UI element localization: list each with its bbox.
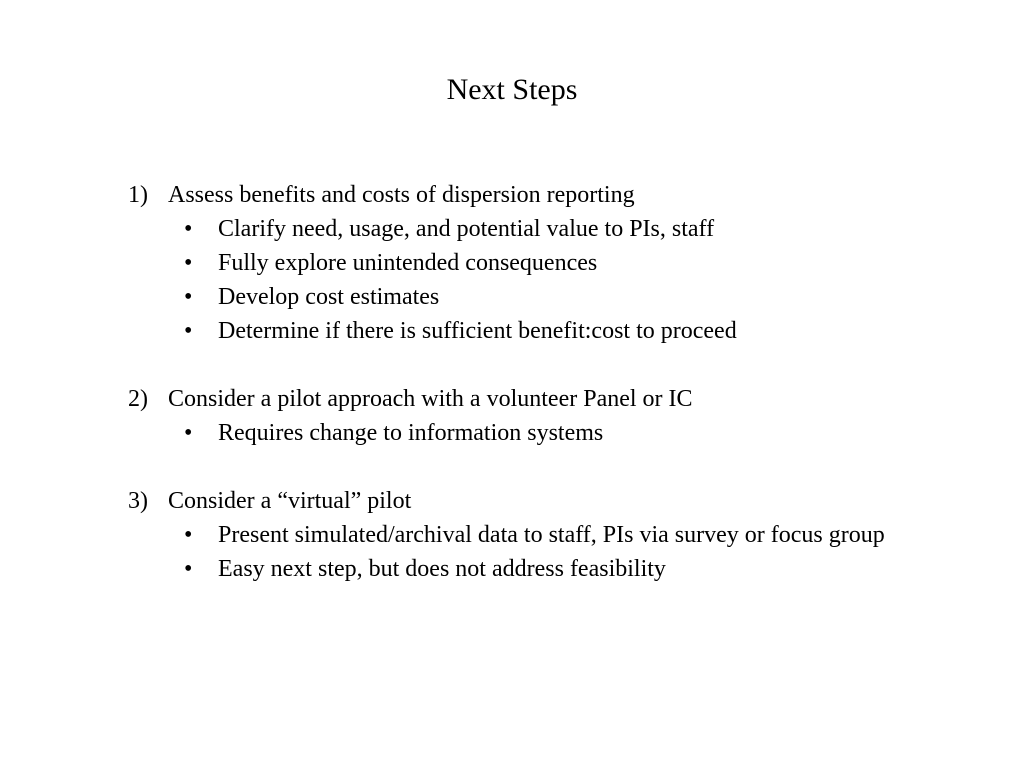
bullet-dot-icon: • — [184, 556, 193, 582]
bullet-text: Fully explore unintended consequences — [218, 250, 598, 276]
bullet-dot-icon: • — [184, 318, 193, 344]
bullet-list — [128, 212, 908, 348]
bullet-item — [184, 314, 908, 348]
numbered-item-1 — [128, 178, 908, 348]
bullet-text: Determine if there is sufficient benefit:cost to proceed — [218, 318, 737, 344]
bullet-text: Easy next step, but does not address feasibility — [218, 556, 666, 582]
item-text: Assess benefits and costs of dispersion reporting — [168, 182, 635, 208]
bullet-item — [184, 280, 908, 314]
bullet-item — [184, 416, 908, 450]
item-number: 3) — [128, 488, 148, 514]
bullet-text: Present simulated/archival data to staff, PIs via survey or focus group — [218, 522, 885, 548]
bullet-item — [184, 552, 908, 586]
item-number: 2) — [128, 386, 148, 412]
slide-title: Next Steps — [446, 73, 578, 106]
item-number: 1) — [128, 182, 148, 208]
bullet-text: Clarify need, usage, and potential value to PIs, staff — [218, 216, 715, 242]
bullet-item — [184, 212, 908, 246]
bullet-dot-icon: • — [184, 216, 193, 242]
bullet-list — [128, 416, 908, 450]
bullet-dot-icon: • — [184, 250, 193, 276]
bullet-dot-icon: • — [184, 522, 193, 548]
bullet-text: Requires change to information systems — [218, 420, 604, 446]
item-text: Consider a pilot approach with a volunteer Panel or IC — [168, 386, 693, 412]
item-text: Consider a “virtual” pilot — [168, 488, 412, 514]
bullet-dot-icon: • — [184, 420, 193, 446]
bullet-item — [184, 518, 908, 552]
slide-content — [128, 178, 908, 586]
bullet-text: Develop cost estimates — [218, 284, 440, 310]
numbered-item-2 — [128, 382, 908, 450]
bullet-list — [128, 518, 908, 586]
bullet-item — [184, 246, 908, 280]
numbered-item-3 — [128, 484, 908, 586]
bullet-dot-icon: • — [184, 284, 193, 310]
